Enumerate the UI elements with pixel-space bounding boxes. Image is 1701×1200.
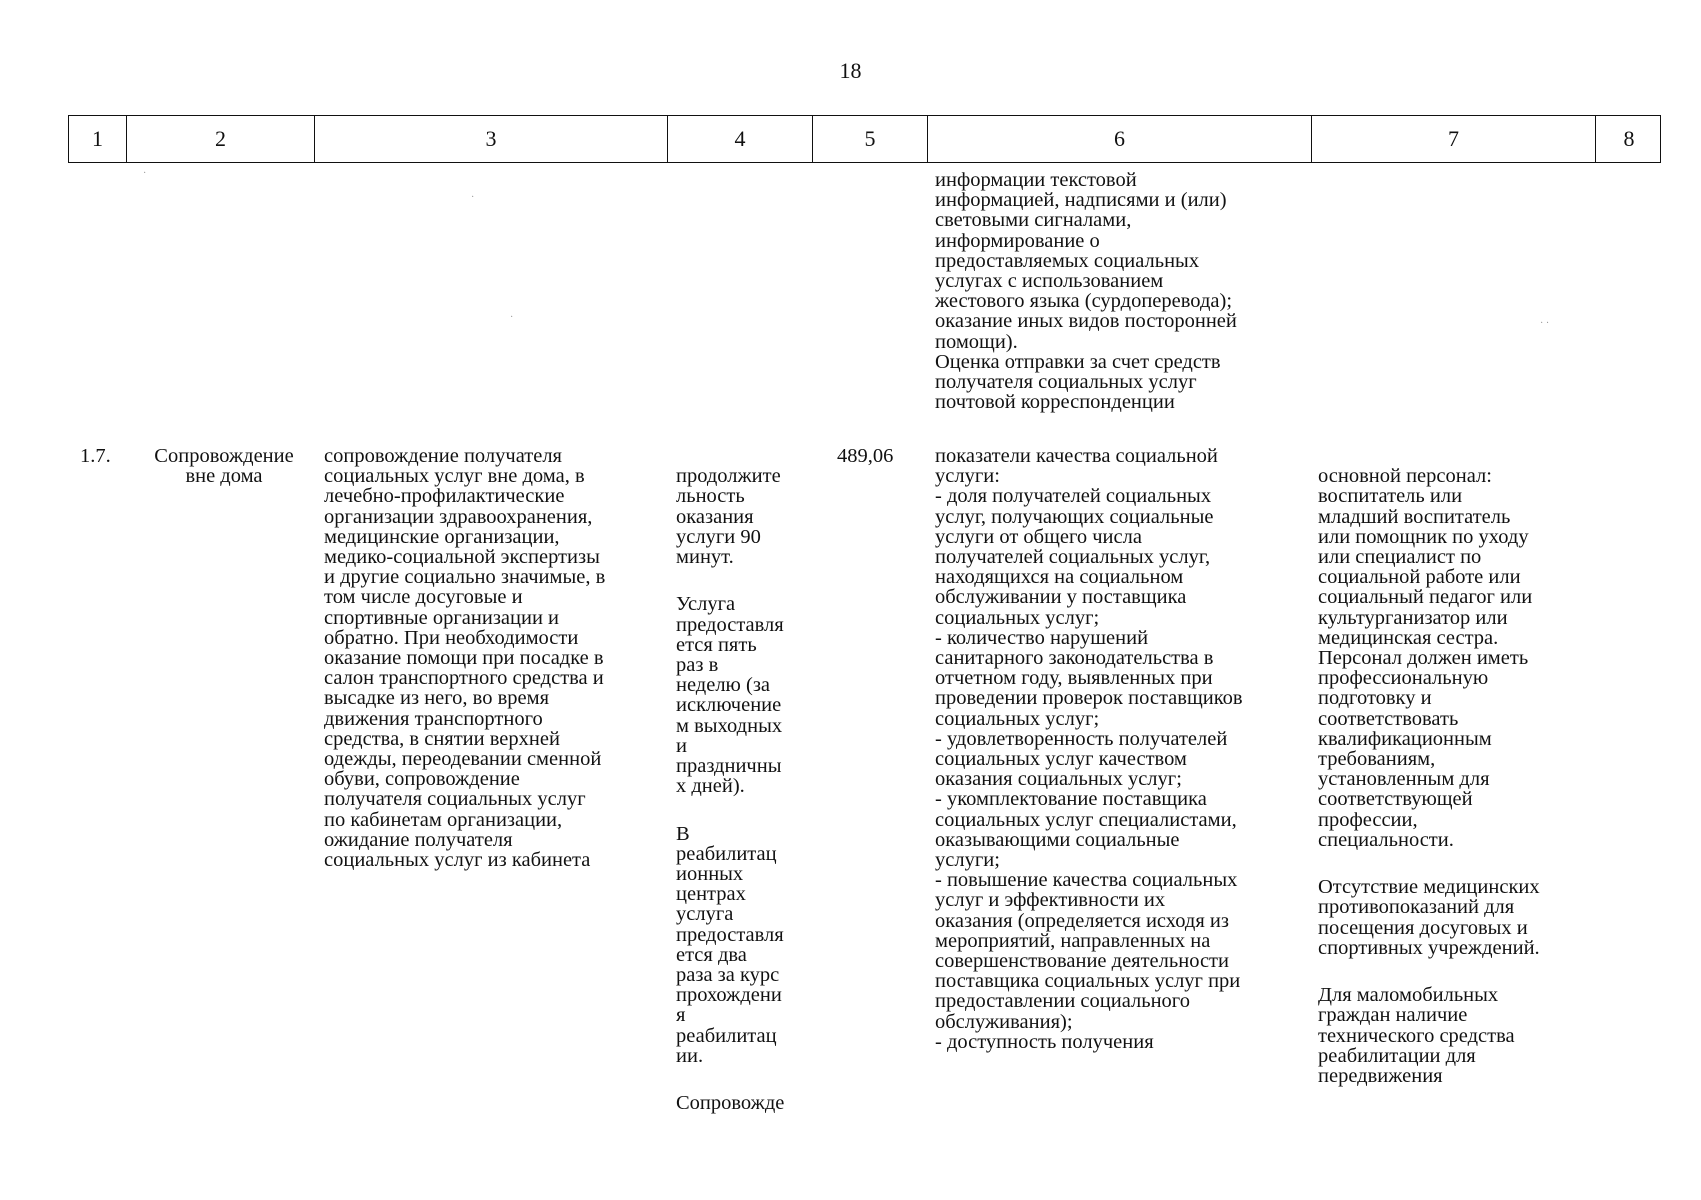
- header-col-5: 5: [813, 116, 928, 162]
- scan-speck: ·: [510, 312, 514, 323]
- service-description: сопровождение получателя социальных услуг вне дома, в лечебно-профилактические организации здравоохранения, медицинские организации, медико-социальной экспертизы и другие социально значимые, в том числе досуговые и спортивные организации и обратно. При необходимости оказание помощи при посадке в салон транспортного средства и высадке из него, во время движения транспортного средства, в снятии верхней одежды, переодевании сменной обуви, сопровождение получателя социальных услуг по кабинетам организации, ожидание получателя социальных услуг из кабинета: [324, 445, 606, 872]
- header-col-7: 7: [1312, 116, 1596, 162]
- page-number: 18: [839, 58, 862, 83]
- conditions-staff: основной персонал: воспитатель или младший воспитатель или помощник по уходу или специалист по социальной работе или социальный педагог или культурганизатор или медицинская сестра. Персонал должен иметь профессиональную подготовку и соответствовать квалификационным требованиям, установленным для соответствующей профессии, специальности.: [1318, 465, 1533, 851]
- timing-frequency: Услуга предоставля ется пять раз в неделю (за исключение м выходных и праздничны х дней).: [676, 593, 784, 798]
- conditions-medical: Отсутствие медицинских противопоказаний для посещения досуговых и спортивных учреждений.: [1318, 876, 1540, 959]
- service-name: Сопровождение вне дома: [154, 445, 294, 488]
- header-col-2: 2: [127, 116, 315, 162]
- header-col-6: 6: [928, 116, 1312, 162]
- header-col-8: 8: [1623, 126, 1635, 151]
- timing-continued: Сопровожде: [676, 1092, 785, 1115]
- scan-speck: · ·: [1540, 318, 1550, 329]
- service-conditions-cell: [1318, 446, 1608, 1107]
- quality-indicators: показатели качества социальной услуги: - доля получателей социальных услуг, получающих социальные услуги от общего числа получателей социальных услуг, находящихся на социальном обслуживании у поставщика социальных услуг; - количество нарушений санитарного законодательства в отчетном году, выявленных при проведении проверок поставщиков социальных услуг; - удовлетворенность получателей социальных услуг качеством оказания социальных услуг; - укомплектование поставщика социальных услуг специалистами, оказывающими социальные услуги; - повышение качества социальных услуг и эффективности их оказания (определяется исходя из мероприятий, направленных на совершенствование деятельности поставщика социальных услуг при предоставлении социального обслуживания); - доступность получения: [935, 445, 1243, 1053]
- service-price: 489,06: [837, 445, 894, 467]
- timing-rehab-centers: В реабилитац ионных центрах услуга предоставля ется два раза за курс прохождени я реабилитац ии.: [676, 822, 784, 1067]
- header-col-3: 3: [315, 116, 668, 162]
- service-timing-cell: [676, 446, 816, 1134]
- conditions-mobility: Для маломобильных граждан наличие технического средства реабилитации для передвижения: [1318, 984, 1515, 1088]
- timing-duration: продолжите льность оказания услуги 90 минут.: [676, 465, 781, 569]
- continuation-col6-text: информации текстовой информацией, надписями и (или) световыми сигналами, информирование о предоставляемых социальных услугах с использованием жестового языка (сурдоперевода); оказание иных видов посторонней помощи). Оценка отправки за счет средств получателя социальных услуг почтовой корреспонденции: [935, 169, 1237, 414]
- header-col-1: 1: [69, 116, 127, 162]
- row-number: 1.7.: [80, 445, 111, 467]
- header-col-4: 4: [668, 116, 813, 162]
- scan-speck: ·: [471, 192, 475, 203]
- table-header-row: [68, 115, 1661, 163]
- scan-speck: ·: [143, 168, 147, 179]
